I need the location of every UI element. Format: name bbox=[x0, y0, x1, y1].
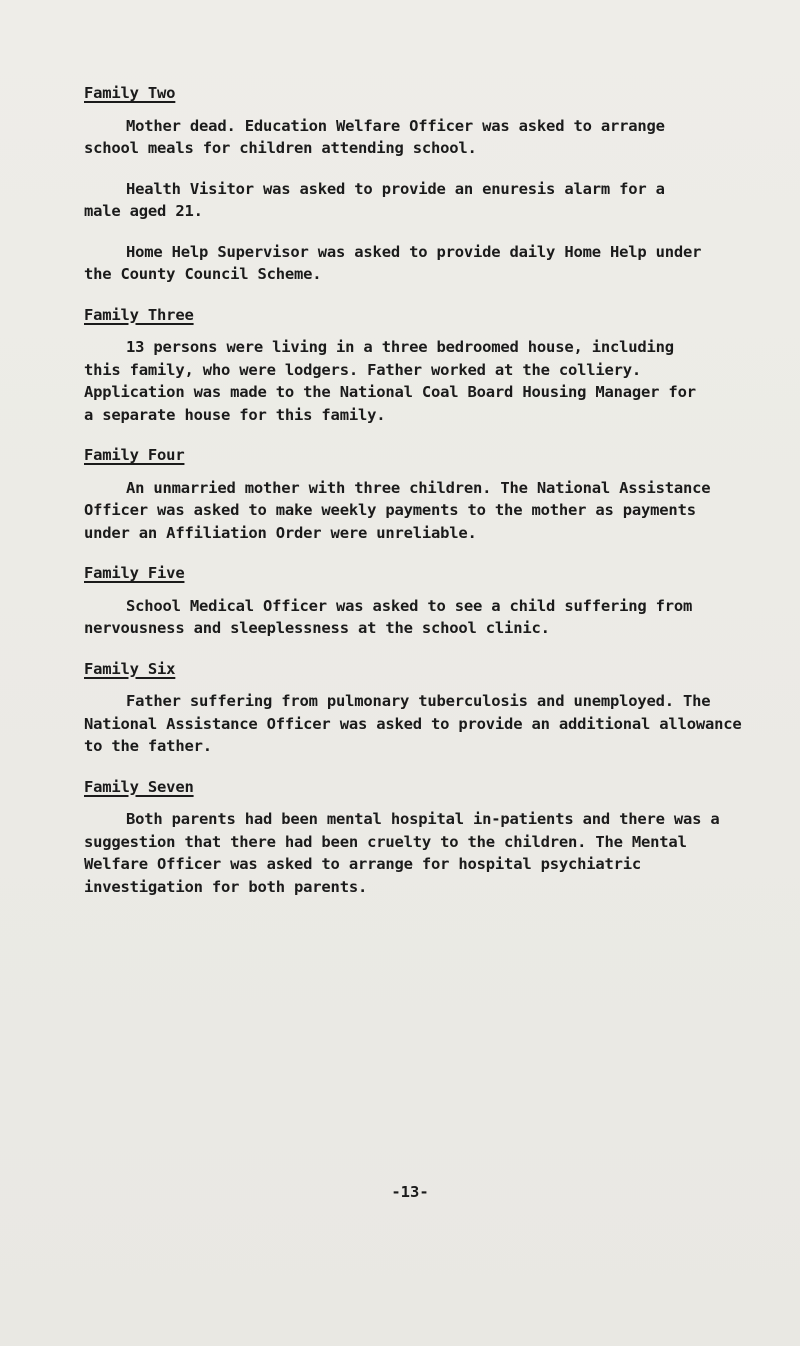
paragraph: Mother dead. Education Welfare Officer was asked to arrange school meals for children attending school. bbox=[84, 116, 665, 157]
page-number: -13- bbox=[391, 1183, 429, 1201]
section-family-six bbox=[84, 658, 774, 758]
section-family-five bbox=[84, 562, 774, 640]
section-family-seven bbox=[84, 776, 774, 899]
paragraph: An unmarried mother with three children. The National Assistance Officer was asked to make weekly payments to the mother as payments under an Affiliation Order were unreliable. bbox=[84, 478, 711, 542]
section-heading: Family Six bbox=[84, 659, 176, 678]
paragraph: Both parents had been mental hospital in-patients and there was a suggestion that there had been cruelty to the children. The Mental Welfare Officer was asked to arrange for hospital psychiatric investigation for both parents. bbox=[84, 810, 720, 896]
paragraph: Health Visitor was asked to provide an enuresis alarm for a male aged 21. bbox=[84, 179, 665, 220]
section-heading: Family Four bbox=[84, 446, 185, 464]
paragraph: 13 persons were living in a three bedroomed house, including this family, who were lodgers. Father worked at the colliery. Application was made to the National Coal Board Housing Manager for a separate house for this family. bbox=[84, 338, 696, 424]
section-family-four bbox=[84, 444, 774, 544]
section-heading: Family Five bbox=[84, 564, 185, 582]
section-heading: Family Three bbox=[84, 305, 194, 324]
section-heading: Family Seven bbox=[84, 777, 194, 796]
section-family-three bbox=[84, 304, 774, 427]
paragraph: Home Help Supervisor was asked to provide daily Home Help under the County Council Scheme. bbox=[84, 242, 702, 283]
document-body bbox=[84, 82, 774, 916]
section-heading: Family Two bbox=[84, 84, 176, 102]
paragraph: School Medical Officer was asked to see a child suffering from nervousness and sleeplessness at the school clinic. bbox=[84, 596, 693, 637]
paragraph: Father suffering from pulmonary tuberculosis and unemployed. The National Assistance Officer was asked to provide an additional allowance to the father. bbox=[84, 692, 742, 755]
section-family-two bbox=[84, 82, 774, 286]
